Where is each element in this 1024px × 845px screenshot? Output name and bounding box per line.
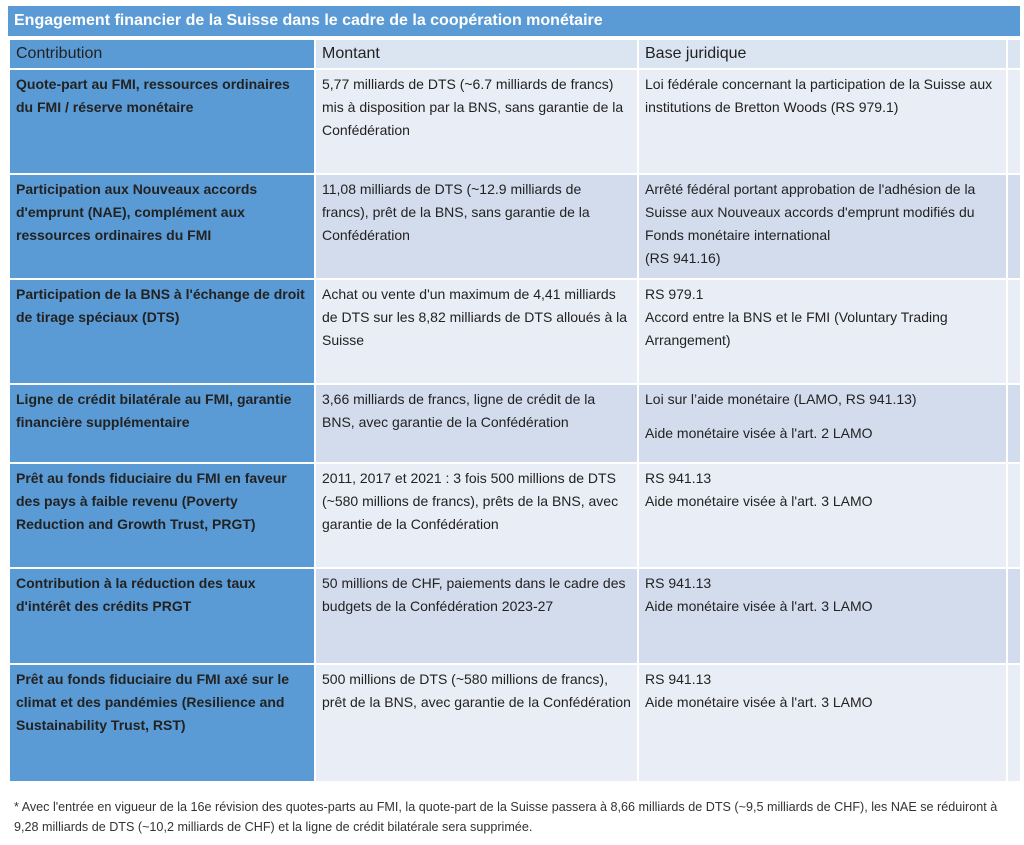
base-line: Aide monétaire visée à l'art. 3 LAMO xyxy=(645,694,873,710)
header-base-juridique: Base juridique xyxy=(638,39,1007,69)
contribution-cell: Quote-part au FMI, ressources ordinaires du FMI / réserve monétaire xyxy=(9,69,315,174)
header-contribution: Contribution xyxy=(9,39,315,69)
base-line: RS 979.1 xyxy=(645,286,704,302)
base-line: Arrêté fédéral portant approbation de l'adhésion de la Suisse aux Nouveaux accords d'emprunt modifiés du Fonds monétaire international xyxy=(645,181,976,243)
spacer-cell xyxy=(1007,463,1021,568)
base-line: Aide monétaire visée à l'art. 3 LAMO xyxy=(645,493,873,509)
header-spacer xyxy=(1007,39,1021,69)
base-line: (RS 941.16) xyxy=(645,250,721,266)
base-line: RS 941.13 xyxy=(645,470,712,486)
footnote: * Avec l'entrée en vigueur de la 16e révision des quotes-parts au FMI, la quote-part de la Suisse passera à 8,66 milliards de DTS (~9,5 milliards de CHF), les NAE se réduiront à 9,28 milliards de DTS (~10,2 milliards de CHF) et la ligne de crédit bilatérale sera supprimée. xyxy=(14,800,998,834)
spacer-cell xyxy=(1007,174,1021,279)
montant-cell: 11,08 milliards de DTS (~12.9 milliards de francs), prêt de la BNS, sans garantie de la Confédération xyxy=(315,174,638,279)
table-row xyxy=(9,69,1021,174)
spacer-cell xyxy=(1007,384,1021,463)
montant-cell: Achat ou vente d'un maximum de 4,41 milliards de DTS sur les 8,82 milliards de DTS alloués à la Suisse xyxy=(315,279,638,384)
base-cell xyxy=(638,463,1007,568)
base-line: Aide monétaire visée à l'art. 2 LAMO xyxy=(645,425,873,441)
contribution-cell: Contribution à la réduction des taux d'intérêt des crédits PRGT xyxy=(9,568,315,664)
base-line: Loi sur l’aide monétaire (LAMO, RS 941.13) xyxy=(645,391,917,407)
base-cell xyxy=(638,568,1007,664)
montant-cell: 500 millions de DTS (~580 millions de francs), prêt de la BNS, avec garantie de la Confédération xyxy=(315,664,638,782)
base-line: RS 941.13 xyxy=(645,575,712,591)
spacer-cell xyxy=(1007,664,1021,782)
contribution-cell: Prêt au fonds fiduciaire du FMI axé sur le climat et des pandémies (Resilience and Sustainability Trust, RST) xyxy=(9,664,315,782)
table-row xyxy=(9,463,1021,568)
base-line: Loi fédérale concernant la participation de la Suisse aux institutions de Bretton Woods (RS 979.1) xyxy=(645,76,993,115)
base-line: Aide monétaire visée à l'art. 3 LAMO xyxy=(645,598,873,614)
spacer-cell xyxy=(1007,568,1021,664)
base-cell xyxy=(638,279,1007,384)
contribution-cell: Participation aux Nouveaux accords d'emprunt (NAE), complément aux ressources ordinaires du FMI xyxy=(9,174,315,279)
base-cell xyxy=(638,384,1007,463)
header-montant: Montant xyxy=(315,39,638,69)
table-row xyxy=(9,174,1021,279)
montant-cell: 50 millions de CHF, paiements dans le cadre des budgets de la Confédération 2023-27 xyxy=(315,568,638,664)
table-row xyxy=(9,568,1021,664)
spacer-cell xyxy=(1007,69,1021,174)
base-line: Accord entre la BNS et le FMI (Voluntary Trading Arrangement) xyxy=(645,309,948,348)
base-cell xyxy=(638,174,1007,279)
montant-cell: 5,77 milliards de DTS (~6.7 milliards de francs) mis à disposition par la BNS, sans garantie de la Confédération xyxy=(315,69,638,174)
montant-cell: 3,66 milliards de francs, ligne de crédit de la BNS, avec garantie de la Confédération xyxy=(315,384,638,463)
base-cell xyxy=(638,69,1007,174)
header-row xyxy=(9,39,1021,69)
table-row xyxy=(9,279,1021,384)
table-title: Engagement financier de la Suisse dans le cadre de la coopération monétaire xyxy=(8,6,1020,36)
contribution-cell: Participation de la BNS à l'échange de droit de tirage spéciaux (DTS) xyxy=(9,279,315,384)
montant-cell: 2011, 2017 et 2021 : 3 fois 500 millions de DTS (~580 millions de francs), prêts de la BNS, avec garantie de la Confédération xyxy=(315,463,638,568)
contribution-cell: Ligne de crédit bilatérale au FMI, garantie financière supplémentaire xyxy=(9,384,315,463)
base-line: RS 941.13 xyxy=(645,671,712,687)
table-row xyxy=(9,384,1021,463)
table-row xyxy=(9,664,1021,782)
spacer-cell xyxy=(1007,279,1021,384)
cooperation-table xyxy=(8,38,1022,783)
contribution-cell: Prêt au fonds fiduciaire du FMI en faveur des pays à faible revenu (Poverty Reduction and Growth Trust, PRGT) xyxy=(9,463,315,568)
base-cell xyxy=(638,664,1007,782)
